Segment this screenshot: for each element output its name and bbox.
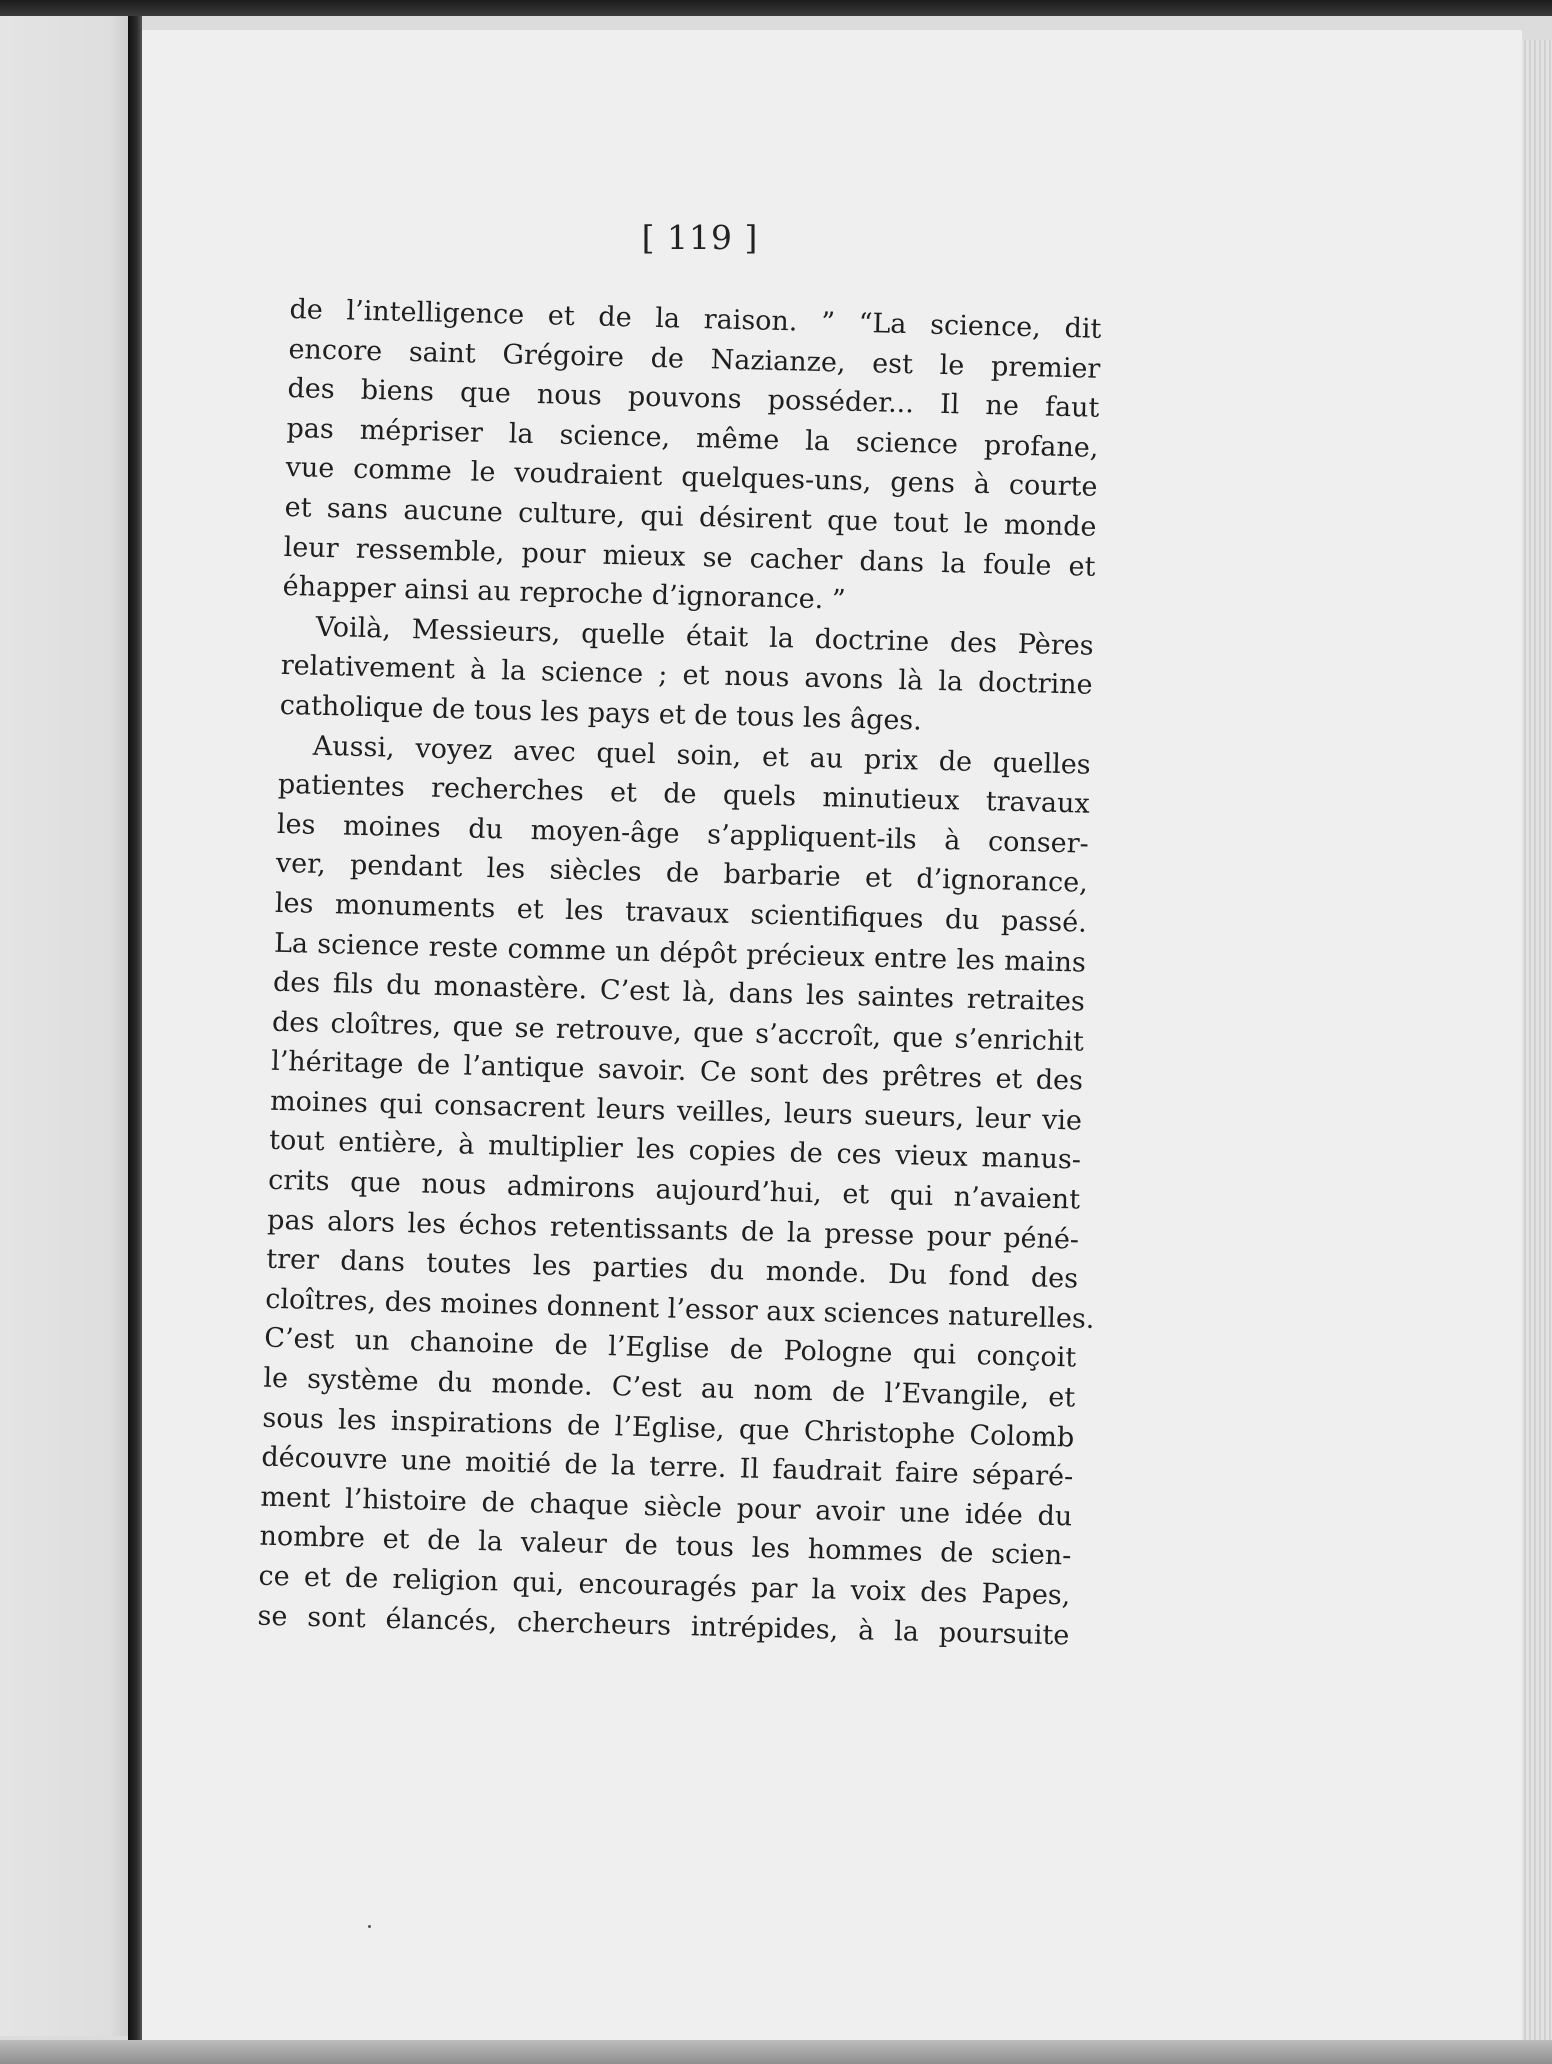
text-line: La science reste comme un dépôt précieux entre les mains (273, 927, 1087, 979)
text-line: éhapper ainsi au reproche d’ignorance. ” (282, 571, 847, 616)
book-gutter (128, 16, 142, 2046)
text-line: cloîtres, des moines donnent l’essor aux sciences naturelles. (264, 1283, 1095, 1335)
text-line: encore saint Grégoire de Nazianze, est le premier (288, 333, 1101, 385)
text-line: les moines du moyen-âge s’appliquent-ils à conser- (276, 808, 1090, 860)
text-line: patientes recherches et de quels minutieux travaux (277, 768, 1091, 820)
text-line: leur ressemble, pour mieux se cacher dans la foule et (283, 531, 1096, 583)
left-page-edge (0, 16, 128, 2036)
text-line: pas mépriser la science, même la science profane, (286, 412, 1099, 464)
text-line: des cloîtres, que se retrouve, que s’accroît, que s’enrichit (271, 1006, 1085, 1058)
text-line: sous les inspirations de l’Eglise, que Christophe Colomb (262, 1402, 1075, 1454)
text-line: de l’intelligence et de la raison. ” “La science, dit (289, 293, 1102, 345)
text-line: des fils du monastère. C’est là, dans les saintes retraites (272, 966, 1086, 1018)
text-line: moines qui consacrent leurs veilles, leurs sueurs, leur vie (269, 1085, 1083, 1137)
page-number: [ 119 ] (641, 218, 759, 257)
text-line: crits que nous admirons aujourd’hui, et qui n’avaient (267, 1164, 1081, 1216)
text-line: C’est un chanoine de l’Eglise de Pologne qui conçoit (263, 1323, 1077, 1374)
text-line: Aussi, voyez avec quel soin, et au prix de quelles (312, 730, 1092, 781)
text-line: tout entière, à multiplier les copies de ces vieux manus- (268, 1125, 1082, 1177)
text-line: vue comme le voudraient quelques-uns, gens à courte (285, 452, 1098, 504)
text-line: ce et de religion qui, encouragés par la voix des Papes, (258, 1560, 1071, 1612)
scan-top-edge (0, 0, 1552, 16)
scan-bottom-edge (0, 2040, 1552, 2064)
text-line: nombre et de la valeur de tous les hommes de scien- (259, 1521, 1072, 1572)
text-line: ment l’histoire de chaque siècle pour avoir une idée du (260, 1481, 1073, 1533)
text-line: catholique de tous les pays et de tous les âges. (279, 689, 923, 737)
text-line: Voilà, Messieurs, quelle était la doctrine des Pères (315, 611, 1094, 662)
text-line: des biens que nous pouvons posséder... Il ne faut (287, 373, 1100, 424)
text-line: les monuments et les travaux scientifiques du passé. (274, 887, 1088, 939)
text-line: trer dans toutes les parties du monde. Du fond des (265, 1243, 1079, 1295)
text-line: relativement à la science ; et nous avons là la doctrine (280, 650, 1093, 702)
text-line: ver, pendant les siècles de barbarie et d’ignorance, (275, 848, 1089, 899)
body-text (257, 290, 1102, 1656)
text-line: l’héritage de l’antique savoir. Ce sont des prêtres et des (270, 1046, 1084, 1097)
text-line: et sans aucune culture, qui désirent que tout le monde (284, 491, 1097, 543)
text-line: découvre une moitié de la terre. Il faudrait faire séparé- (261, 1441, 1074, 1493)
text-line: le système du monde. C’est au nom de l’Evangile, et (263, 1362, 1076, 1414)
text-line: pas alors les échos retentissants de la presse pour péné- (266, 1204, 1080, 1256)
text-line: se sont élancés, chercheurs intrépides, à la poursuite (257, 1600, 1070, 1652)
paper-speck (368, 1925, 371, 1928)
